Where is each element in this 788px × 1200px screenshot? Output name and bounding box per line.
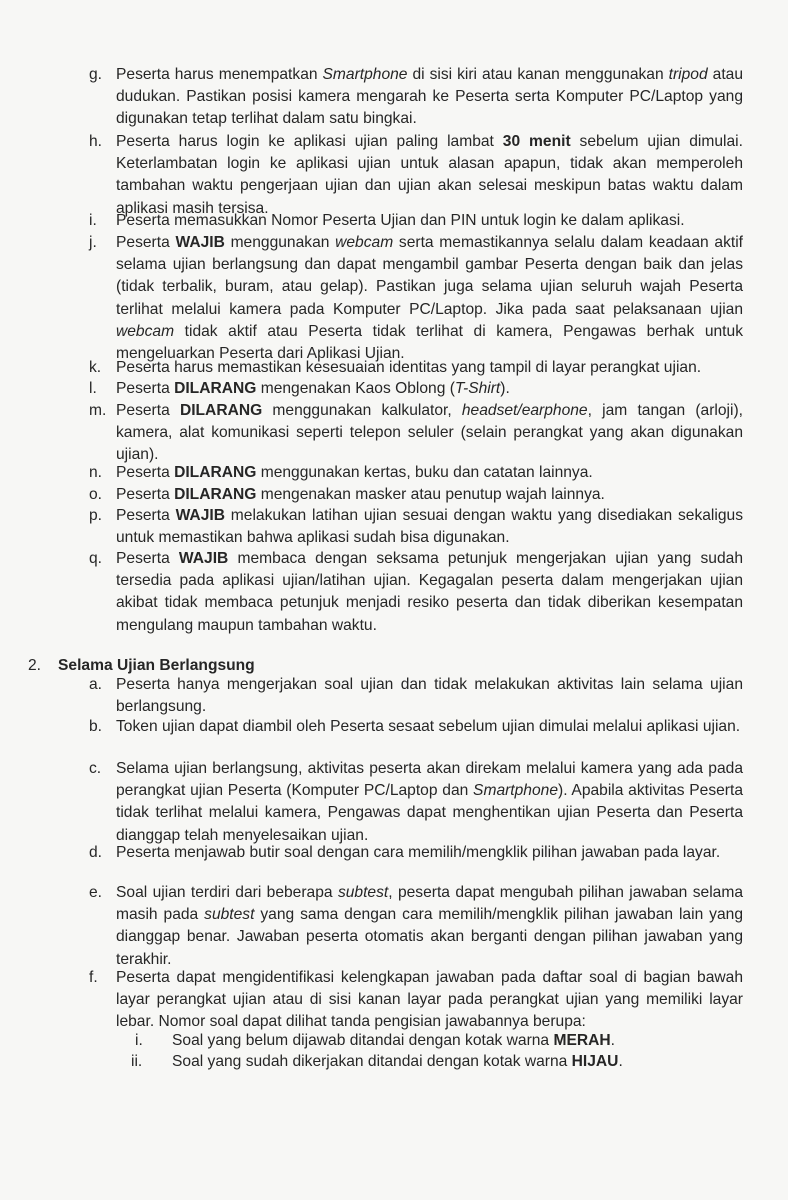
list-marker: l. [89,380,97,397]
list-text: Peserta harus menempatkan Smartphone di sisi kiri atau kanan menggunakan tripod atau dudukan. Pastikan posisi kamera mengarah ke Peserta serta Komputer PC/Laptop yang digunakan tetap terlihat dalam satu bingkai. [116,66,743,128]
list-text: Peserta memasukkan Nomor Peserta Ujian dan PIN untuk login ke dalam aplikasi. [116,212,685,229]
list-text: Peserta dapat mengidentifikasi kelengkapan jawaban pada daftar soal di bagian bawah layar perangkat ujian atau di sisi kanan layar pada perangkat ujian yang memiliki layar lebar. Nomor soal dapat dilihat tanda pengisian jawabannya berupa: [116,969,743,1031]
list-text: Peserta WAJIB menggunakan webcam serta memastikannya selalu dalam keadaan aktif selama ujian berlangsung dan dapat mengambil gambar Peserta dengan baik dan jelas (tidak terbalik, buram, atau gelap). Pastikan juga selama ujian seluruh wajah Peserta terlihat melalui kamera pada Komputer PC/Laptop. Jika pada saat pelaksanaan ujian webcam tidak aktif atau Peserta tidak terlihat di kamera, Pengawas berhak untuk mengeluarkan Peserta dari Aplikasi Ujian. [116,234,743,363]
list-marker: h. [89,133,103,150]
list-marker: k. [89,359,102,376]
list-marker: m. [89,402,107,419]
list-marker: d. [89,844,103,861]
list-text: Peserta DILARANG mengenakan masker atau penutup wajah lainnya. [116,486,605,503]
list-text: Peserta harus memastikan kesesuaian identitas yang tampil di layar perangkat ujian. [116,359,702,376]
list-text: Peserta WAJIB membaca dengan seksama petunjuk mengerjakan ujian yang sudah tersedia pada aplikasi ujian/latihan ujian. Kegagalan peserta dalam mengerjakan ujian akibat tidak membaca petunjuk menjadi resiko peserta dan tidak diberikan kesempatan mengulang maupun tambahan waktu. [116,550,743,634]
sub-text: Soal yang sudah dikerjakan ditandai dengan kotak warna HIJAU. [172,1053,623,1070]
list-marker: c. [89,760,102,777]
list-text: Peserta WAJIB melakukan latihan ujian sesuai dengan waktu yang disediakan sekaligus untuk memastikan bahwa aplikasi sudah bisa digunakan. [116,507,743,547]
list-marker: b. [89,718,103,735]
list-marker: q. [89,550,103,567]
sub-text: Soal yang belum dijawab ditandai dengan kotak warna MERAH. [172,1032,615,1049]
list-text: Peserta DILARANG menggunakan kalkulator, headset/earphone, jam tangan (arloji), kamera, alat komunikasi seperti telepon seluler (selain perangkat yang akan digunakan ujian). [116,402,743,464]
section-title: Selama Ujian Berlangsung [58,657,255,674]
list-text: Peserta DILARANG menggunakan kertas, buku dan catatan lainnya. [116,464,593,481]
sub-marker: i. [135,1032,143,1049]
list-marker: n. [89,464,103,481]
list-marker: p. [89,507,103,524]
list-text: Selama ujian berlangsung, aktivitas peserta akan direkam melalui kamera yang ada pada perangkat ujian Peserta (Komputer PC/Laptop dan Smartphone). Apabila aktivitas Peserta tidak terlihat melalui kamera, Pengawas dapat menghentikan ujian Peserta dan Peserta dianggap telah menyelesaikan ujian. [116,760,743,844]
list-marker: a. [89,676,103,693]
list-marker: f. [89,969,98,986]
list-text: Token ujian dapat diambil oleh Peserta sesaat sebelum ujian dimulai melalui aplikasi ujian. [116,718,741,735]
list-marker: g. [89,66,103,83]
sub-marker: ii. [131,1053,143,1070]
list-marker: i. [89,212,97,229]
list-marker: j. [89,234,97,251]
list-marker: o. [89,486,103,503]
list-marker: e. [89,884,103,901]
list-text: Peserta harus login ke aplikasi ujian paling lambat 30 menit sebelum ujian dimulai. Keterlambatan login ke aplikasi ujian untuk alasan apapun, tidak akan memperoleh tambahan waktu pengerjaan ujian dan ujian akan selesai meskipun batas waktu dalam aplikasi masih tersisa. [116,133,743,217]
list-text: Peserta DILARANG mengenakan Kaos Oblong (T-Shirt). [116,380,510,397]
list-text: Peserta hanya mengerjakan soal ujian dan tidak melakukan aktivitas lain selama ujian berlangsung. [116,676,743,716]
list-text: Soal ujian terdiri dari beberapa subtest, peserta dapat mengubah pilihan jawaban selama masih pada subtest yang sama dengan cara memilih/mengklik pilihan jawaban lain yang dianggap benar. Jawaban peserta otomatis akan berganti dengan pilihan jawaban yang terakhir. [116,884,744,968]
section-number: 2. [28,657,42,674]
list-text: Peserta menjawab butir soal dengan cara memilih/mengklik pilihan jawaban pada layar. [116,844,721,861]
